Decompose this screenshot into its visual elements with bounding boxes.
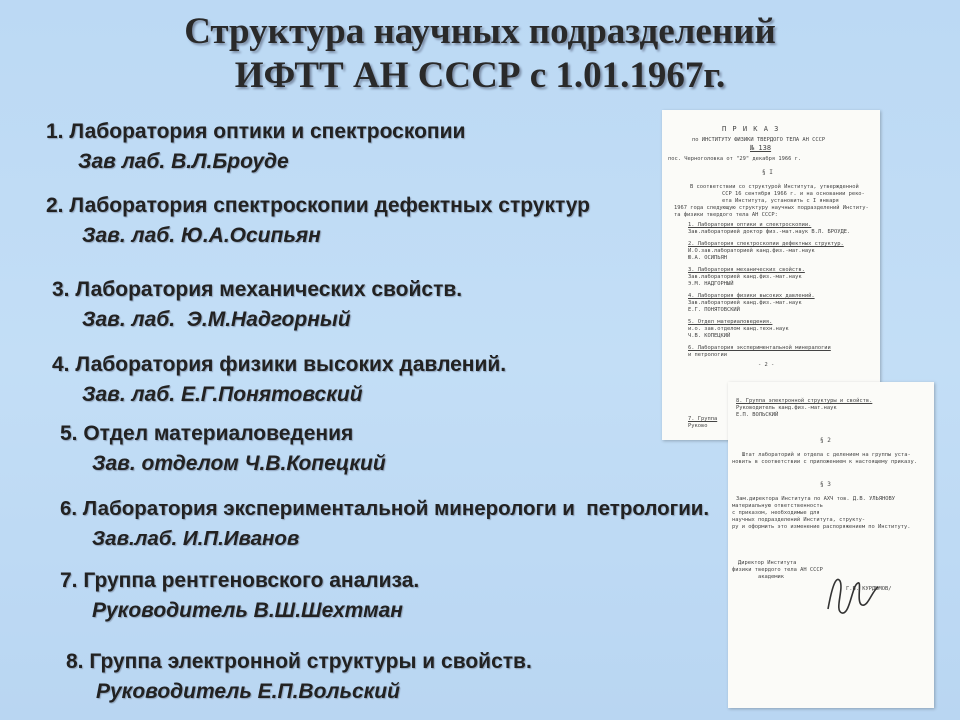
doc-line: Г.В. КУРДЮМОВ/ xyxy=(846,586,892,592)
unit-heading: 5. Отдел материаловедения xyxy=(60,422,354,445)
unit-heading: 3. Лаборатория механических свойств. xyxy=(52,278,463,301)
title-line-2: ИФТТ АН СССР с 1.01.1967г. xyxy=(234,55,726,96)
doc-line: академик xyxy=(758,574,784,580)
doc-line: ССР 16 сентября 1966 г. и на основании реко- xyxy=(722,191,865,197)
unit-leader: Руководитель Е.П.Вольский xyxy=(96,680,400,703)
doc-line: научных подразделений Института, структу- xyxy=(732,517,866,523)
doc-line: Руково xyxy=(688,423,708,429)
doc-line: Е.П. ВОЛЬСКИЙ xyxy=(736,412,779,418)
doc-line: с приказом, необходимые для xyxy=(732,510,820,516)
unit-heading: 7. Группа рентгеновского анализа. xyxy=(60,569,420,592)
unit-heading: 8. Группа электронной структуры и свойств. xyxy=(66,650,532,673)
unit-heading: 6. Лаборатория экспериментальной минерологи и петрологии. xyxy=(60,497,710,520)
unit-item-8 xyxy=(66,647,532,707)
doc-line: Штат лабораторий и отдела с делением на группы уста- xyxy=(742,452,911,458)
doc-line: 3. Лаборатория механических свойств. xyxy=(688,267,805,273)
doc-line: материальную ответственность xyxy=(732,503,823,509)
unit-item-1 xyxy=(46,117,465,177)
unit-leader: Зав. отделом Ч.В.Копецкий xyxy=(92,452,386,475)
doc-line: ета Института, установить с I января xyxy=(722,198,839,204)
title-line-1: Структура научных подразделений xyxy=(184,11,776,52)
order-document-page-2 xyxy=(728,382,934,708)
doc-line: Ч.В. КОПЕЦКИЙ xyxy=(688,333,731,339)
doc-line: § 2 xyxy=(820,437,831,444)
unit-leader: Зав. лаб. Э.М.Надгорный xyxy=(82,308,351,331)
unit-heading: 2. Лаборатория спектроскопии дефектных структур xyxy=(46,194,591,217)
doc-line: 7. Группа xyxy=(688,416,718,422)
doc-line: новить в соответствии с приложением к настоящему приказу. xyxy=(732,459,917,465)
unit-heading: 4. Лаборатория физики высоких давлений. xyxy=(52,353,507,376)
unit-item-3 xyxy=(52,275,462,335)
doc-line: Е.Г. ПОНЯТОВСКИЙ xyxy=(688,307,740,313)
doc-line: пос. Черноголовка от "29" декабря 1966 г. xyxy=(668,156,802,162)
doc-line: та физики твердого тела АН СССР: xyxy=(674,212,778,218)
doc-line: § I xyxy=(762,169,773,176)
doc-line: и.о. зав.отделом канд.техн.наук xyxy=(688,326,789,332)
doc-line: В соответствии со структурой Института, утвержденной xyxy=(690,184,859,190)
doc-line: - 2 - xyxy=(758,362,775,368)
doc-line: и петрологии xyxy=(688,352,727,358)
doc-line: 4. Лаборатория физики высоких давлений. xyxy=(688,293,815,299)
unit-item-5 xyxy=(60,419,386,479)
doc-line: П Р И К А З xyxy=(722,125,780,133)
signature-image xyxy=(822,567,882,623)
doc-line: ру и оформить это изменение распоряжением по Институту. xyxy=(732,524,911,530)
page-title xyxy=(0,10,960,98)
doc-line: Зав.лабораторией доктор физ.-мат.наук В.Л. БРОУДЕ. xyxy=(688,229,851,235)
doc-line: Руководитель канд.физ.-мат.наук xyxy=(736,405,837,411)
doc-line: Директор Института xyxy=(738,560,797,566)
unit-leader: Зав. лаб. Ю.А.Осипьян xyxy=(82,224,321,247)
unit-item-6 xyxy=(60,494,709,554)
doc-line: 2. Лаборатория спектроскопии дефектных структур. xyxy=(688,241,844,247)
doc-line: Ю.А. ОСИПЬЯН xyxy=(688,255,727,261)
doc-line: физики твердого тела АН СССР xyxy=(732,567,823,573)
doc-line: по ИНСТИТУТУ ФИЗИКИ ТВЕРДОГО ТЕЛА АН СССР xyxy=(692,137,826,143)
doc-line: 8. Группа электронной структуры и свойств. xyxy=(736,398,873,404)
doc-line: № 138 xyxy=(750,144,772,152)
doc-line: § 3 xyxy=(820,481,831,488)
unit-item-4 xyxy=(52,350,506,410)
unit-leader: Руководитель В.Ш.Шехтман xyxy=(92,599,403,622)
unit-leader: Зав. лаб. Е.Г.Понятовский xyxy=(82,383,363,406)
doc-line: Э.М. НАДГОРНЫЙ xyxy=(688,281,734,287)
doc-line: Зав.лабораторией канд.физ.-мат.наук xyxy=(688,274,802,280)
unit-heading: 1. Лаборатория оптики и спектроскопии xyxy=(46,120,466,143)
unit-leader: Зав лаб. В.Л.Броуде xyxy=(78,150,289,173)
unit-item-2 xyxy=(46,191,590,251)
doc-line: 1967 года следующую структуру научных подразделений Институ- xyxy=(674,205,869,211)
doc-line: 1. Лаборатория оптики и спектроскопии. xyxy=(688,222,812,228)
doc-line: И.О.зав.лабораторией канд.физ.-мат.наук xyxy=(688,248,815,254)
doc-line: Зам.директора Института по АХЧ тов. Д.В. УЛЬЯНОВУ xyxy=(736,496,896,502)
unit-leader: Зав.лаб. И.П.Иванов xyxy=(92,527,300,550)
doc-line: 6. Лаборатория экспериментальной минералогии xyxy=(688,345,831,351)
doc-line: 5. Отдел материаловедения. xyxy=(688,319,773,325)
unit-item-7 xyxy=(60,566,419,626)
doc-line: Зав.лабораторией канд.физ.-мат.наук xyxy=(688,300,802,306)
